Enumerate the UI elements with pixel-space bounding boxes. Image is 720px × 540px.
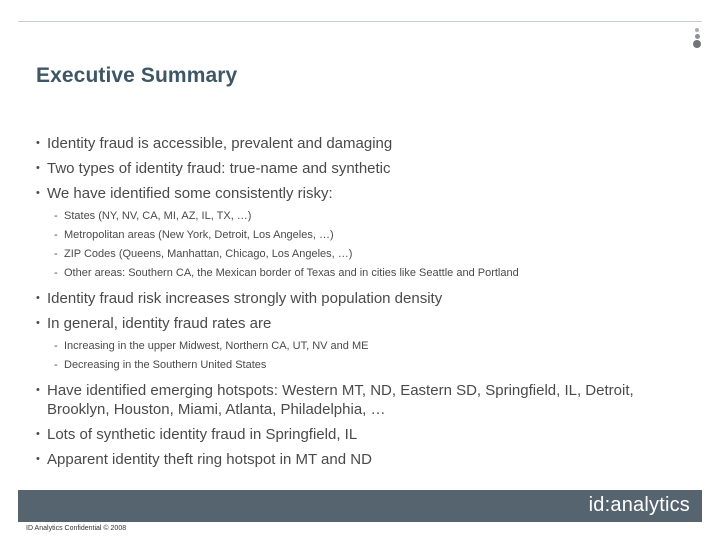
bullet-marker: • xyxy=(36,384,40,396)
bullet-item xyxy=(36,289,696,308)
dash-marker: - xyxy=(54,248,58,260)
sub-bullet-list xyxy=(36,337,696,375)
sub-bullet-text: Decreasing in the Southern United States xyxy=(64,359,267,371)
bullet-item xyxy=(36,450,696,469)
sub-bullet-item xyxy=(36,207,696,226)
bullet-item xyxy=(36,381,696,419)
bullet-text: Lots of synthetic identity fraud in Springfield, IL xyxy=(47,426,358,443)
bullet-marker: • xyxy=(36,317,40,329)
bullet-marker: • xyxy=(36,137,40,149)
bullet-text: Identity fraud is accessible, prevalent and damaging xyxy=(47,135,393,152)
bullet-item xyxy=(36,184,696,203)
sub-bullet-text: Metropolitan areas (New York, Detroit, Los Angeles, …) xyxy=(64,229,334,241)
sub-bullet-text: Other areas: Southern CA, the Mexican border of Texas and in cities like Seattle and Portland xyxy=(64,267,519,279)
dash-marker: - xyxy=(54,359,58,371)
sub-bullet-item xyxy=(36,337,696,356)
bullet-item xyxy=(36,314,696,333)
bullet-text: We have identified some consistently risky: xyxy=(47,185,333,202)
top-divider xyxy=(18,21,702,22)
sub-bullet-item xyxy=(36,356,696,375)
bullet-marker: • xyxy=(36,187,40,199)
sub-bullet-item xyxy=(36,264,696,283)
bullet-marker: • xyxy=(36,162,40,174)
dash-marker: - xyxy=(54,340,58,352)
dash-marker: - xyxy=(54,210,58,222)
sub-bullet-text: Increasing in the upper Midwest, Northern CA, UT, NV and ME xyxy=(64,340,369,352)
dash-marker: - xyxy=(54,229,58,241)
footer-bar xyxy=(18,490,702,522)
dash-marker: - xyxy=(54,267,58,279)
sub-bullet-text: ZIP Codes (Queens, Manhattan, Chicago, Los Angeles, …) xyxy=(64,248,353,260)
bullet-item xyxy=(36,134,696,153)
bullet-text: Have identified emerging hotspots: Western MT, ND, Eastern SD, Springfield, IL, Detroit, Brooklyn, Houston, Miami, Atlanta, Philadelphia, … xyxy=(47,382,634,418)
bullet-item xyxy=(36,425,696,444)
bullet-text: Apparent identity theft ring hotspot in MT and ND xyxy=(47,451,372,468)
bullet-marker: • xyxy=(36,292,40,304)
bullet-marker: • xyxy=(36,453,40,465)
sub-bullet-item xyxy=(36,245,696,264)
bullet-text: Identity fraud risk increases strongly with population density xyxy=(47,290,443,307)
company-logo: id:analytics xyxy=(588,494,690,516)
three-dots-icon xyxy=(693,28,701,50)
sub-bullet-list xyxy=(36,207,696,283)
page-title: Executive Summary xyxy=(36,64,238,87)
sub-bullet-text: States (NY, NV, CA, MI, AZ, IL, TX, …) xyxy=(64,210,252,222)
confidential-notice: ID Analytics Confidential © 2008 xyxy=(26,525,127,532)
bullet-marker: • xyxy=(36,428,40,440)
bullet-text: In general, identity fraud rates are xyxy=(47,315,272,332)
bullet-item xyxy=(36,159,696,178)
sub-bullet-item xyxy=(36,226,696,245)
bullet-list xyxy=(36,134,696,475)
bullet-text: Two types of identity fraud: true-name and synthetic xyxy=(47,160,391,177)
